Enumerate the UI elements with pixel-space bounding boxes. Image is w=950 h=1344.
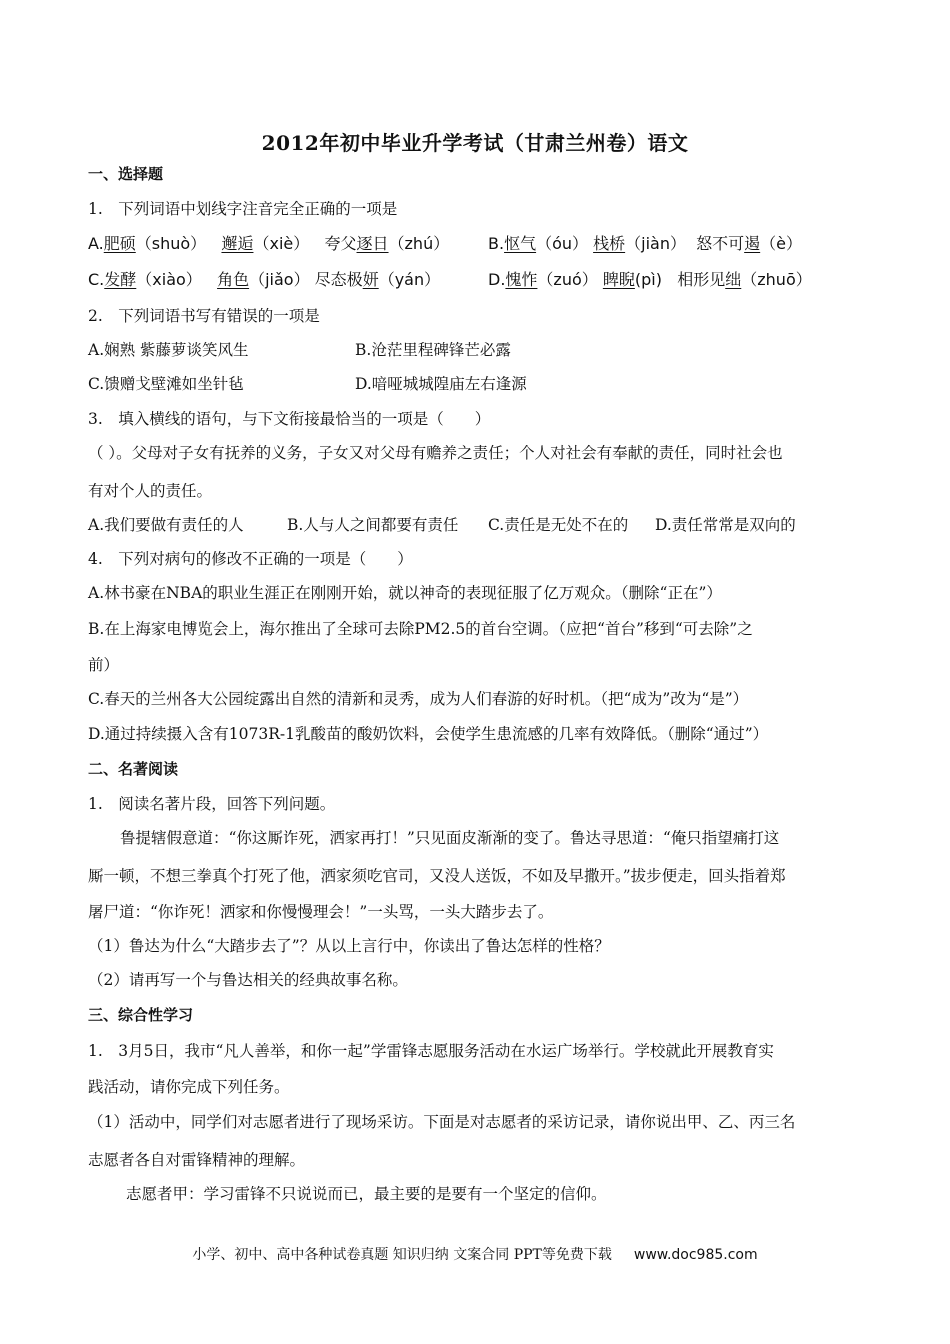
section2-sub-question-2: （2）请再写一个与鲁达相关的经典故事名称。 bbox=[88, 971, 408, 989]
q1-option-b: B.怄气（óu） 栈桥（jiàn） 怒不可遏（è） bbox=[488, 234, 803, 253]
question-2-stem: 2. 下列词语书写有错误的一项是 bbox=[88, 307, 320, 325]
q1d-word1: 愧怍 bbox=[505, 270, 538, 289]
section-heading-comprehensive: 三、综合性学习 bbox=[88, 1006, 194, 1024]
q2-option-c: C.馈赠戈壁滩如坐针毡 bbox=[88, 375, 244, 393]
q2-option-a: A.娴熟 紫藤萝谈笑风生 bbox=[88, 341, 249, 359]
q3-text-line-2: 有对个人的责任。 bbox=[88, 482, 213, 500]
q4-option-c: C.春天的兰州各大公园绽露出自然的清新和灵秀，成为人们春游的好时机。（把“成为”改为“是”） bbox=[88, 690, 749, 708]
q3-option-d: D.责任常常是双向的 bbox=[655, 516, 796, 534]
q2-option-d: D.喑哑城城隍庙左右逢源 bbox=[355, 375, 527, 393]
passage-line-2: 厮一顿，不想三拳真个打死了他，洒家须吃官司，又没人送饭，不如及早撒开。”拔步便走，回头指着郑 bbox=[88, 867, 786, 885]
q1d-word3: 绌 bbox=[725, 270, 742, 289]
q4-option-b-line-2: 前） bbox=[88, 656, 120, 674]
q1-option-d: D.愧怍（zuó） 睥睨(pì) 相形见绌（zhuō） bbox=[488, 270, 812, 289]
volunteer-statement: 志愿者甲：学习雷锋不只说说而已，最主要的是要有一个坚定的信仰。 bbox=[126, 1185, 607, 1203]
question-4-stem: 4. 下列对病句的修改不正确的一项是（ ） bbox=[88, 550, 413, 568]
q1a-word2: 邂逅 bbox=[221, 234, 254, 253]
q1b-word2: 栈桥 bbox=[593, 234, 626, 253]
q4-option-a: A.林书豪在NBA的职业生涯正在刚刚开始，就以神奇的表现征服了亿万观众。（删除“正在”） bbox=[88, 584, 722, 602]
passage-line-1: 鲁提辖假意道：“你这厮诈死，洒家再打！”只见面皮渐渐的变了。鲁达寻思道：“俺只指望痛打这 bbox=[120, 829, 780, 847]
page-footer bbox=[0, 1244, 950, 1264]
section2-question-stem: 1. 阅读名著片段，回答下列问题。 bbox=[88, 795, 336, 813]
q1c-word2: 角色 bbox=[217, 270, 250, 289]
q3-text-line-1: （ ）。父母对子女有抚养的义务，子女又对父母有赡养之责任；个人对社会有奉献的责任，同时社会也 bbox=[88, 444, 783, 462]
q1c-word1: 发酵 bbox=[104, 270, 137, 289]
q3-option-c: C.责任是无处不在的 bbox=[488, 516, 629, 534]
footer-url[interactable]: www.doc985.com bbox=[633, 1247, 758, 1263]
section3-stem-line-1: 1. 3月5日，我市“凡人善举，和你一起”学雷锋志愿服务活动在水运广场举行。学校就此开展教育实 bbox=[88, 1042, 774, 1060]
q1a-word3: 逐日 bbox=[356, 234, 389, 253]
q1c-word3: 妍 bbox=[362, 270, 379, 289]
footer-text: 小学、初中、高中各种试卷真题 知识归纳 文案合同 PPT等免费下载 bbox=[192, 1247, 612, 1263]
page-title: 2012年初中毕业升学考试（甘肃兰州卷）语文 bbox=[261, 131, 689, 155]
section2-sub-question-1: （1）鲁达为什么“大踏步去了”？从以上言行中，你读出了鲁达怎样的性格？ bbox=[88, 937, 610, 955]
section-heading-choice: 一、选择题 bbox=[88, 165, 164, 183]
passage-line-3: 屠尸道：“你诈死！洒家和你慢慢理会！”一头骂，一头大踏步去了。 bbox=[88, 903, 554, 921]
q1b-word1: 怄气 bbox=[504, 234, 537, 253]
q1d-word2: 睥睨 bbox=[602, 270, 635, 289]
q4-option-d: D.通过持续摄入含有1073R-1乳酸苗的酸奶饮料，会使学生患流感的几率有效降低。（删除“通过”） bbox=[88, 725, 769, 743]
q3-option-a: A.我们要做有责任的人 bbox=[88, 516, 244, 534]
q3-option-b: B.人与人之间都要有责任 bbox=[287, 516, 459, 534]
q2-option-b: B.沧茫里程碑锋芒必露 bbox=[355, 341, 511, 359]
question-1-stem: 1. 下列词语中划线字注音完全正确的一项是 bbox=[88, 200, 398, 218]
q1a-word1: 肥硕 bbox=[103, 234, 136, 253]
q4-option-b-line-1: B.在上海家电博览会上，海尔推出了全球可去除PM2.5的首台空调。（应把“首台”移到“可去除”之 bbox=[88, 620, 753, 638]
section-heading-classics: 二、名著阅读 bbox=[88, 760, 179, 778]
q1-option-c: C.发酵（xiào） 角色（jiǎo） 尽态极妍（yán） bbox=[88, 270, 441, 289]
section3-stem-line-2: 践活动，请你完成下列任务。 bbox=[88, 1078, 290, 1096]
section3-sub-question-1-line-1: （1）活动中，同学们对志愿者进行了现场采访。下面是对志愿者的采访记录，请你说出甲、乙、丙三名 bbox=[88, 1113, 796, 1131]
section3-sub-question-1-line-2: 志愿者各自对雷锋精神的理解。 bbox=[88, 1151, 306, 1169]
q1b-word3: 遏 bbox=[744, 234, 761, 253]
q1-option-a: A.肥硕（shuò） 邂逅（xiè） 夸父逐日（zhú） bbox=[88, 234, 450, 253]
question-3-stem: 3. 填入横线的语句，与下文衔接最恰当的一项是（ ） bbox=[88, 410, 491, 428]
